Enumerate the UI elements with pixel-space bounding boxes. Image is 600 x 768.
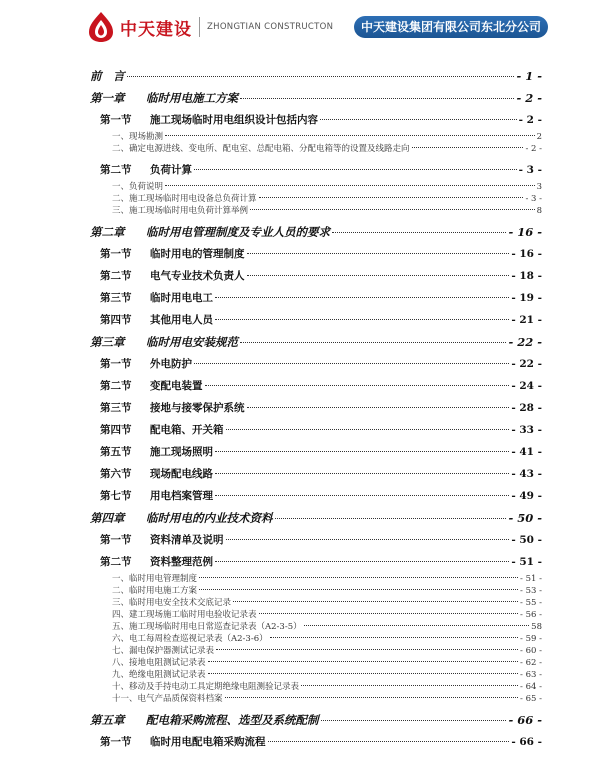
page-number: - 3 -: [525, 194, 542, 204]
page-number: - 66 -: [508, 713, 542, 727]
toc-section-number: 第二节: [100, 380, 132, 392]
toc-section-number: 第三节: [100, 402, 132, 414]
dot-leader: [215, 495, 509, 496]
toc-section-number: 第一节: [100, 358, 132, 370]
dot-leader: [205, 385, 510, 386]
dot-leader: [215, 451, 509, 452]
page-number: - 55 -: [520, 598, 542, 608]
toc-section-title: 接地与接零保护系统: [150, 402, 245, 414]
toc-section-number: 第一节: [100, 736, 132, 748]
dot-leader: [247, 275, 510, 276]
toc-subitem[interactable]: [90, 621, 542, 633]
page-number: - 24 -: [511, 380, 542, 392]
page-number: - 19 -: [511, 292, 542, 304]
dot-leader: [194, 169, 517, 170]
toc-subitem-title: 五、施工现场临时用电日常巡查记录表（A2-3-5）: [112, 622, 302, 632]
page-number: - 64 -: [520, 682, 542, 692]
dot-leader: [165, 185, 535, 186]
toc-subitem-title: 一、现场勘测: [112, 132, 164, 142]
dot-leader: [332, 232, 506, 233]
toc-subitem-title: 一、临时用电管理制度: [112, 574, 198, 584]
toc-section-label: [90, 731, 266, 753]
toc-section-number: 第一节: [100, 114, 132, 126]
dot-leader: [320, 119, 517, 120]
toc-section-label: [90, 287, 213, 309]
company-name-badge: 中天建设集团有限公司东北分公司: [354, 16, 548, 38]
toc-subitem[interactable]: [90, 181, 542, 193]
page-number: - 53 -: [520, 586, 542, 596]
toc-subitem-title: 三、临时用电安全技术交底记录: [112, 598, 232, 608]
toc-section[interactable]: [90, 375, 542, 397]
logo-flame-icon: [86, 11, 116, 43]
dot-leader: [226, 539, 510, 540]
dot-leader: [270, 637, 518, 638]
toc-subitem-label: [90, 143, 410, 155]
dot-leader: [216, 649, 518, 650]
toc-chapter[interactable]: [90, 221, 542, 243]
toc-chapter-label: [90, 221, 330, 243]
toc-subitem-title: 十、移动及手持电动工具定期绝缘电阻测验记录表: [112, 682, 300, 692]
toc-subitem-label: [90, 669, 206, 681]
toc-section-label: [90, 463, 213, 485]
toc-chapter-label: [90, 331, 238, 353]
dot-leader: [250, 209, 535, 210]
toc-chapter-number: 第四章: [90, 511, 125, 525]
toc-section[interactable]: [90, 419, 542, 441]
toc-section[interactable]: [90, 265, 542, 287]
dot-leader: [127, 76, 515, 77]
toc-section[interactable]: [90, 441, 542, 463]
toc-section-number: 第五节: [100, 446, 132, 458]
page-number: - 51 -: [511, 556, 542, 568]
page-number: - 18 -: [511, 270, 542, 282]
logo-english-text: ZHONGTIAN CONSTRUCTON: [207, 22, 334, 32]
toc-section-title: 配电箱、开关箱: [150, 424, 224, 436]
page-number: - 49 -: [511, 490, 542, 502]
toc-subitem-title: 十一、电气产品质保资料档案: [112, 694, 223, 704]
toc-subitem[interactable]: [90, 669, 542, 681]
toc-section-title: 资料清单及说明: [150, 534, 224, 546]
toc-section[interactable]: [90, 463, 542, 485]
dot-leader: [199, 589, 518, 590]
toc-section-label: [90, 485, 213, 507]
page-number: 3: [536, 182, 542, 192]
dot-leader: [165, 135, 535, 136]
page-number: - 66 -: [511, 736, 542, 748]
dot-leader: [240, 98, 514, 99]
dot-leader: [233, 601, 518, 602]
page-number: - 33 -: [511, 424, 542, 436]
dot-leader: [208, 661, 519, 662]
toc-subitem[interactable]: [90, 585, 542, 597]
dot-leader: [304, 625, 530, 626]
toc-section-title: 电气专业技术负责人: [150, 270, 245, 282]
dot-leader: [199, 577, 518, 578]
toc-subitem[interactable]: [90, 633, 542, 645]
dot-leader: [301, 685, 518, 686]
toc-preface-title: 前 言: [90, 69, 125, 83]
page-number: - 62 -: [520, 658, 542, 668]
toc-section-title: 施工现场照明: [150, 446, 213, 458]
toc-chapter[interactable]: [90, 87, 542, 109]
toc-subitem-label: [90, 693, 223, 705]
toc-section-title: 临时用电配电箱采购流程: [150, 736, 266, 748]
page-header: [0, 0, 600, 56]
page-number: - 2 -: [518, 114, 542, 126]
toc-section[interactable]: [90, 287, 542, 309]
toc-chapter[interactable]: [90, 507, 542, 529]
toc-section-number: 第二节: [100, 164, 132, 176]
page-number: - 50 -: [511, 534, 542, 546]
toc-section-title: 用电档案管理: [150, 490, 213, 502]
page-number: 8: [536, 206, 542, 216]
toc-section-label: [90, 529, 224, 551]
toc-subitem-label: [90, 573, 197, 585]
toc-subitem[interactable]: [90, 131, 542, 143]
page-number: - 43 -: [511, 468, 542, 480]
dot-leader: [215, 319, 509, 320]
toc-section-number: 第二节: [100, 270, 132, 282]
page-number: - 2 -: [525, 144, 542, 154]
toc-subitem-title: 二、施工现场临时用电设备总负荷计算: [112, 194, 257, 204]
toc-section-label: [90, 397, 245, 419]
page-number: - 59 -: [520, 634, 542, 644]
toc-chapter-label: [90, 507, 273, 529]
toc-section-title: 现场配电线路: [150, 468, 213, 480]
toc-subitem[interactable]: [90, 609, 542, 621]
page-number: - 22 -: [511, 358, 542, 370]
page-number: - 1 -: [516, 69, 542, 83]
toc-chapter-number: 第二章: [90, 225, 125, 239]
toc-section[interactable]: [90, 159, 542, 181]
toc-chapter-label: [90, 709, 319, 731]
toc-preface-label: [90, 66, 125, 87]
toc-subitem[interactable]: [90, 193, 542, 205]
toc-chapter[interactable]: [90, 709, 542, 731]
toc-subitem-title: 三、施工现场临时用电负荷计算举例: [112, 206, 249, 216]
toc-subitem[interactable]: [90, 681, 542, 693]
toc-subitem[interactable]: [90, 143, 542, 155]
toc-subitem-label: [90, 681, 299, 693]
dot-leader: [412, 147, 524, 148]
toc-chapter-title: 临时用电管理制度及专业人员的要求: [146, 225, 330, 239]
toc-subitem-label: [90, 633, 268, 645]
page-number: - 56 -: [520, 610, 542, 620]
toc-chapter-number: 第三章: [90, 335, 125, 349]
toc-subitem-title: 四、建工现场施工临时用电验收记录表: [112, 610, 257, 620]
table-of-contents: [90, 66, 542, 753]
toc-subitem-label: [90, 609, 257, 621]
toc-chapter-title: 临时用电施工方案: [146, 91, 238, 105]
toc-subitem-title: 七、漏电保护器测试记录表: [112, 646, 215, 656]
page-number: - 16 -: [511, 248, 542, 260]
toc-preface[interactable]: [90, 66, 542, 87]
toc-section-number: 第六节: [100, 468, 132, 480]
toc-section-label: [90, 551, 213, 573]
toc-subitem-title: 六、电工每周检查巡视记录表（A2-3-6）: [112, 634, 268, 644]
page-number: - 21 -: [511, 314, 542, 326]
toc-subitem-label: [90, 131, 163, 143]
toc-subitem-title: 二、确定电源进线、变电所、配电室、总配电箱、分配电箱等的设置及线路走向: [112, 144, 410, 154]
toc-chapter-label: [90, 87, 238, 109]
page-number: - 41 -: [511, 446, 542, 458]
toc-section-label: [90, 441, 213, 463]
logo-divider: [199, 17, 200, 37]
dot-leader: [275, 518, 507, 519]
toc-section-number: 第一节: [100, 534, 132, 546]
dot-leader: [194, 363, 509, 364]
dot-leader: [240, 342, 506, 343]
dot-leader: [215, 297, 509, 298]
page-number: - 16 -: [508, 225, 542, 239]
toc-section[interactable]: [90, 397, 542, 419]
toc-subitem[interactable]: [90, 693, 542, 705]
toc-subitem[interactable]: [90, 657, 542, 669]
toc-subitem[interactable]: [90, 573, 542, 585]
toc-section-number: 第一节: [100, 248, 132, 260]
page-number: - 51 -: [520, 574, 542, 584]
toc-section-label: [90, 265, 245, 287]
toc-section[interactable]: [90, 731, 542, 753]
page-number: 58: [531, 622, 542, 632]
toc-subitem-label: [90, 621, 302, 633]
toc-subitem-label: [90, 597, 231, 609]
page-number: 2: [536, 132, 542, 142]
toc-subitem[interactable]: [90, 645, 542, 657]
company-logo: [86, 11, 333, 43]
toc-subitem-label: [90, 645, 214, 657]
toc-section-label: [90, 109, 318, 131]
dot-leader: [247, 253, 510, 254]
dot-leader: [226, 429, 510, 430]
toc-subitem[interactable]: [90, 597, 542, 609]
toc-subitem-title: 一、负荷说明: [112, 182, 164, 192]
page-number: - 63 -: [520, 670, 542, 680]
toc-chapter-number: 第五章: [90, 713, 125, 727]
toc-section-title: 变配电装置: [150, 380, 203, 392]
dot-leader: [259, 613, 519, 614]
toc-section[interactable]: [90, 243, 542, 265]
toc-section[interactable]: [90, 309, 542, 331]
dot-leader: [215, 473, 509, 474]
toc-subitem[interactable]: [90, 205, 542, 217]
toc-subitem-label: [90, 585, 197, 597]
toc-section-title: 临时用电的管理制度: [150, 248, 245, 260]
toc-subitem-label: [90, 181, 163, 193]
toc-section-label: [90, 243, 245, 265]
toc-section-label: [90, 159, 192, 181]
toc-section[interactable]: [90, 485, 542, 507]
dot-leader: [208, 673, 519, 674]
toc-section[interactable]: [90, 551, 542, 573]
page-number: - 3 -: [518, 164, 542, 176]
toc-section-label: [90, 419, 224, 441]
dot-leader: [225, 697, 519, 698]
toc-section[interactable]: [90, 529, 542, 551]
toc-section-number: 第三节: [100, 292, 132, 304]
page-number: - 60 -: [520, 646, 542, 656]
toc-section-title: 其他用电人员: [150, 314, 213, 326]
toc-section-title: 外电防护: [150, 358, 192, 370]
toc-chapter-title: 临时用电安装规范: [146, 335, 238, 349]
dot-leader: [321, 720, 507, 721]
toc-chapter[interactable]: [90, 331, 542, 353]
page-number: - 28 -: [511, 402, 542, 414]
dot-leader: [268, 741, 510, 742]
toc-subitem-label: [90, 193, 257, 205]
toc-section-title: 施工现场临时用电组织设计包括内容: [150, 114, 318, 126]
toc-chapter-title: 临时用电的内业技术资料: [146, 511, 273, 525]
toc-section-label: [90, 353, 192, 375]
toc-subitem-label: [90, 205, 248, 217]
page-number: - 22 -: [508, 335, 542, 349]
dot-leader: [247, 407, 510, 408]
toc-section-title: 临时用电电工: [150, 292, 213, 304]
toc-chapter-title: 配电箱采购流程、选型及系统配制: [146, 713, 319, 727]
toc-subitem-title: 九、绝缘电阻测试记录表: [112, 670, 206, 680]
toc-section-number: 第四节: [100, 314, 132, 326]
logo-chinese-text: 中天建设: [120, 19, 192, 40]
toc-section-label: [90, 309, 213, 331]
page-number: - 50 -: [508, 511, 542, 525]
dot-leader: [259, 197, 524, 198]
toc-section-label: [90, 375, 203, 397]
toc-subitem-title: 八、接地电阻测试记录表: [112, 658, 206, 668]
toc-section-title: 资料整理范例: [150, 556, 213, 568]
toc-section[interactable]: [90, 109, 542, 131]
toc-subitem-label: [90, 657, 206, 669]
toc-chapter-number: 第一章: [90, 91, 125, 105]
page-number: - 65 -: [520, 694, 542, 704]
toc-section-title: 负荷计算: [150, 164, 192, 176]
toc-section[interactable]: [90, 353, 542, 375]
toc-section-number: 第四节: [100, 424, 132, 436]
page-number: - 2 -: [516, 91, 542, 105]
dot-leader: [215, 561, 509, 562]
toc-subitem-title: 二、临时用电施工方案: [112, 586, 198, 596]
toc-section-number: 第七节: [100, 490, 132, 502]
toc-section-number: 第二节: [100, 556, 132, 568]
